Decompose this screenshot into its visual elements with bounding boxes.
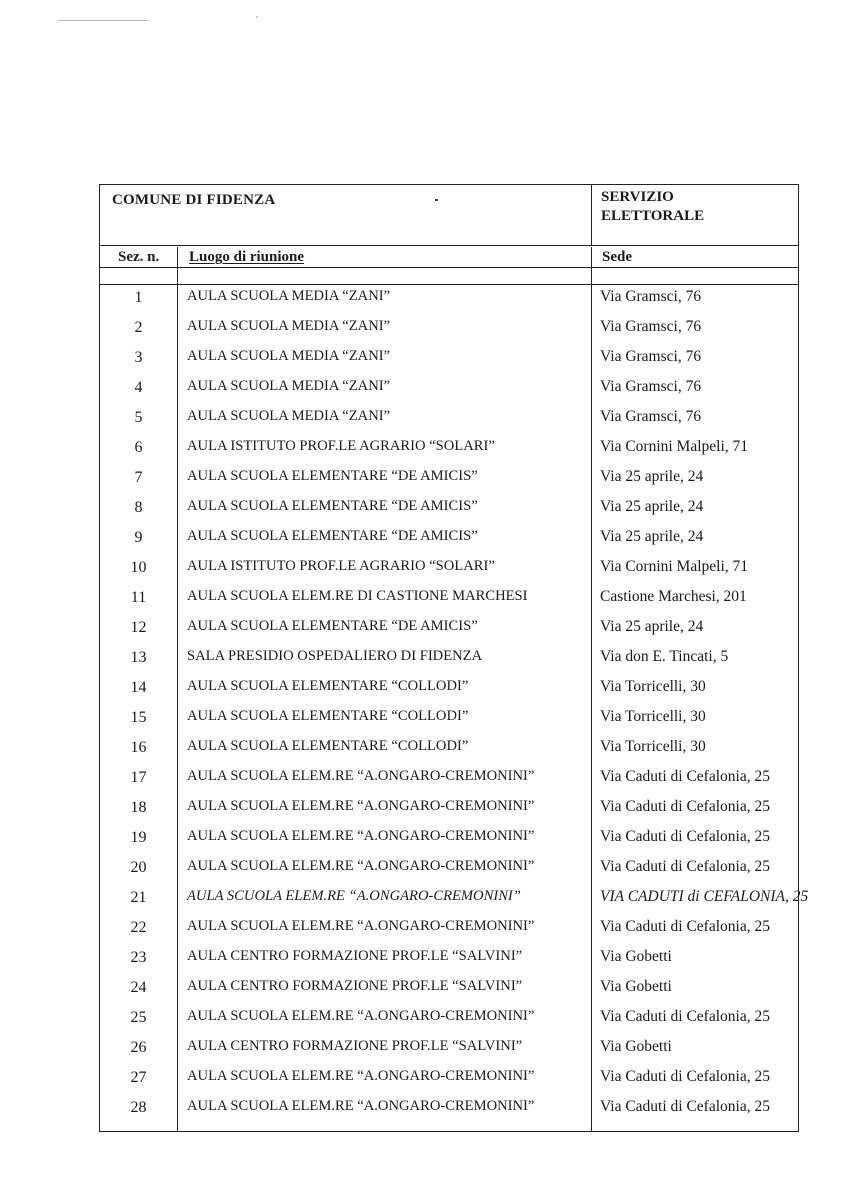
table-row: [100, 1035, 798, 1065]
meeting-place: AULA SCUOLA ELEM.RE “A.ONGARO-CREMONINI”: [187, 1098, 535, 1114]
section-number: 16: [130, 739, 147, 756]
column-headers: [100, 247, 798, 268]
address: Via Gobetti: [600, 948, 672, 965]
section-number: 22: [130, 919, 147, 936]
meeting-place: AULA SCUOLA MEDIA “ZANI”: [187, 288, 391, 304]
table-row: [100, 615, 798, 645]
address: Via 25 aprile, 24: [600, 468, 704, 485]
section-number: 12: [130, 619, 147, 636]
table-row: [100, 1095, 798, 1125]
address: VIA CADUTI di CEFALONIA, 25: [600, 888, 809, 905]
address: Via Caduti di Cefalonia, 25: [600, 858, 770, 875]
section-number: 26: [130, 1039, 147, 1056]
table-row: [100, 405, 798, 435]
section-number: 17: [130, 769, 147, 786]
meeting-place: AULA SCUOLA ELEMENTARE “COLLODI”: [187, 708, 469, 724]
polling-stations-table: [99, 184, 809, 1132]
section-number: 13: [130, 649, 147, 666]
scan-speck: [435, 199, 438, 201]
address: Via Cornini Malpeli, 71: [600, 438, 749, 455]
meeting-place: AULA CENTRO FORMAZIONE PROF.LE “SALVINI”: [187, 1038, 523, 1054]
table-row: [100, 315, 798, 345]
address: Via Gramsci, 76: [600, 288, 702, 305]
column-header-section: Sez. n.: [118, 249, 160, 265]
address: Via Caduti di Cefalonia, 25: [600, 828, 770, 845]
address: Via 25 aprile, 24: [600, 528, 704, 545]
table-row: [100, 795, 798, 825]
address: Via Torricelli, 30: [600, 738, 706, 755]
meeting-place: AULA ISTITUTO PROF.LE AGRARIO “SOLARI”: [187, 558, 495, 574]
table-row: [100, 525, 798, 555]
table-row: [100, 375, 798, 405]
table-row: [100, 765, 798, 795]
address: Via Caduti di Cefalonia, 25: [600, 1068, 770, 1085]
address: Via Gobetti: [600, 1038, 672, 1055]
section-number: 8: [134, 499, 143, 516]
meeting-place: AULA SCUOLA ELEM.RE “A.ONGARO-CREMONINI”: [187, 918, 535, 934]
section-number: 5: [134, 409, 143, 426]
section-number: 14: [130, 679, 147, 696]
meeting-place: AULA SCUOLA ELEMENTARE “DE AMICIS”: [187, 618, 478, 634]
table-row: [100, 345, 798, 375]
address: Via Caduti di Cefalonia, 25: [600, 798, 770, 815]
section-number: 15: [130, 709, 147, 726]
table-row: [100, 675, 798, 705]
table-row: [100, 435, 798, 465]
meeting-place: AULA SCUOLA ELEM.RE “A.ONGARO-CREMONINI”: [187, 1008, 535, 1024]
table-row: [100, 1005, 798, 1035]
meeting-place: AULA SCUOLA ELEM.RE “A.ONGARO-CREMONINI”: [187, 1068, 535, 1084]
table-row: [100, 285, 798, 315]
table-row: [100, 705, 798, 735]
table-row: [100, 855, 798, 885]
table-row: [100, 1065, 798, 1095]
address: Via Caduti di Cefalonia, 25: [600, 1008, 770, 1025]
table-row: [100, 885, 809, 915]
address: Via 25 aprile, 24: [600, 618, 704, 635]
table-body: [100, 285, 809, 1125]
table-header: [100, 185, 798, 246]
scan-artifact-dot: [256, 16, 258, 18]
table-row: [100, 825, 798, 855]
header-divider: [591, 185, 592, 245]
table-row: [100, 495, 798, 525]
table-row: [100, 465, 798, 495]
section-number: 21: [130, 889, 147, 906]
address: Via don E. Tincati, 5: [600, 648, 729, 665]
section-number: 4: [134, 379, 143, 396]
table-row: [100, 915, 798, 945]
meeting-place: AULA SCUOLA ELEM.RE “A.ONGARO-CREMONINI”: [187, 768, 535, 784]
table-row: [100, 555, 798, 585]
meeting-place: AULA SCUOLA ELEM.RE “A.ONGARO-CREMONINI”: [187, 858, 535, 874]
meeting-place: AULA SCUOLA ELEM.RE “A.ONGARO-CREMONINI”: [187, 798, 535, 814]
meeting-place: AULA CENTRO FORMAZIONE PROF.LE “SALVINI”: [187, 978, 523, 994]
table-row: [100, 645, 798, 675]
scan-artifact-line: [58, 20, 148, 21]
meeting-place: AULA SCUOLA ELEMENTARE “COLLODI”: [187, 678, 469, 694]
section-number: 2: [134, 319, 143, 336]
section-number: 1: [134, 289, 143, 306]
meeting-place: AULA SCUOLA ELEMENTARE “DE AMICIS”: [187, 468, 478, 484]
office-title-line-2: ELETTORALE: [601, 208, 705, 224]
address: Via Caduti di Cefalonia, 25: [600, 1098, 770, 1115]
section-number: 20: [130, 859, 147, 876]
section-number: 11: [130, 589, 147, 606]
meeting-place: AULA SCUOLA ELEMENTARE “DE AMICIS”: [187, 498, 478, 514]
municipality-title: COMUNE DI FIDENZA: [112, 192, 276, 208]
meeting-place: AULA SCUOLA ELEMENTARE “DE AMICIS”: [187, 528, 478, 544]
section-number: 3: [134, 349, 143, 366]
address: Via Cornini Malpeli, 71: [600, 558, 749, 575]
meeting-place: AULA SCUOLA ELEM.RE “A.ONGARO-CREMONINI”: [187, 888, 521, 904]
section-number: 24: [130, 979, 147, 996]
meeting-place: AULA SCUOLA MEDIA “ZANI”: [187, 378, 391, 394]
office-title: [601, 188, 704, 226]
section-number: 9: [134, 529, 143, 546]
meeting-place: AULA ISTITUTO PROF.LE AGRARIO “SOLARI”: [187, 438, 495, 454]
section-number: 27: [130, 1069, 147, 1086]
meeting-place: AULA SCUOLA ELEMENTARE “COLLODI”: [187, 738, 469, 754]
meeting-place: AULA SCUOLA MEDIA “ZANI”: [187, 408, 391, 424]
column-header-place: Luogo di riunione: [189, 249, 305, 265]
address: Castione Marchesi, 201: [600, 588, 747, 605]
spacer-row: [100, 268, 798, 285]
section-number: 7: [134, 469, 143, 486]
table-row: [100, 975, 798, 1005]
address: Via Gramsci, 76: [600, 318, 702, 335]
table-row: [100, 585, 798, 615]
column-header-address: Sede: [602, 249, 632, 265]
section-number: 23: [130, 949, 147, 966]
meeting-place: AULA SCUOLA MEDIA “ZANI”: [187, 318, 391, 334]
meeting-place: AULA SCUOLA ELEM.RE “A.ONGARO-CREMONINI”: [187, 828, 535, 844]
section-number: 6: [134, 439, 143, 456]
section-number: 19: [130, 829, 147, 846]
address: Via Caduti di Cefalonia, 25: [600, 768, 770, 785]
section-number: 10: [130, 559, 147, 576]
address: Via Gramsci, 76: [600, 408, 702, 425]
section-number: 18: [130, 799, 147, 816]
section-number: 25: [130, 1009, 147, 1026]
address: Via Caduti di Cefalonia, 25: [600, 918, 770, 935]
address: Via Torricelli, 30: [600, 678, 706, 695]
address: Via Gramsci, 76: [600, 348, 702, 365]
meeting-place: AULA CENTRO FORMAZIONE PROF.LE “SALVINI”: [187, 948, 523, 964]
meeting-place: AULA SCUOLA ELEM.RE DI CASTIONE MARCHESI: [187, 588, 528, 604]
section-number: 28: [130, 1099, 147, 1116]
address: Via Gobetti: [600, 978, 672, 995]
meeting-place: AULA SCUOLA MEDIA “ZANI”: [187, 348, 391, 364]
table-row: [100, 735, 798, 765]
office-title-line-1: SERVIZIO: [601, 189, 674, 205]
meeting-place: SALA PRESIDIO OSPEDALIERO DI FIDENZA: [187, 648, 483, 664]
address: Via Torricelli, 30: [600, 708, 706, 725]
table-row: [100, 945, 798, 975]
address: Via Gramsci, 76: [600, 378, 702, 395]
address: Via 25 aprile, 24: [600, 498, 704, 515]
